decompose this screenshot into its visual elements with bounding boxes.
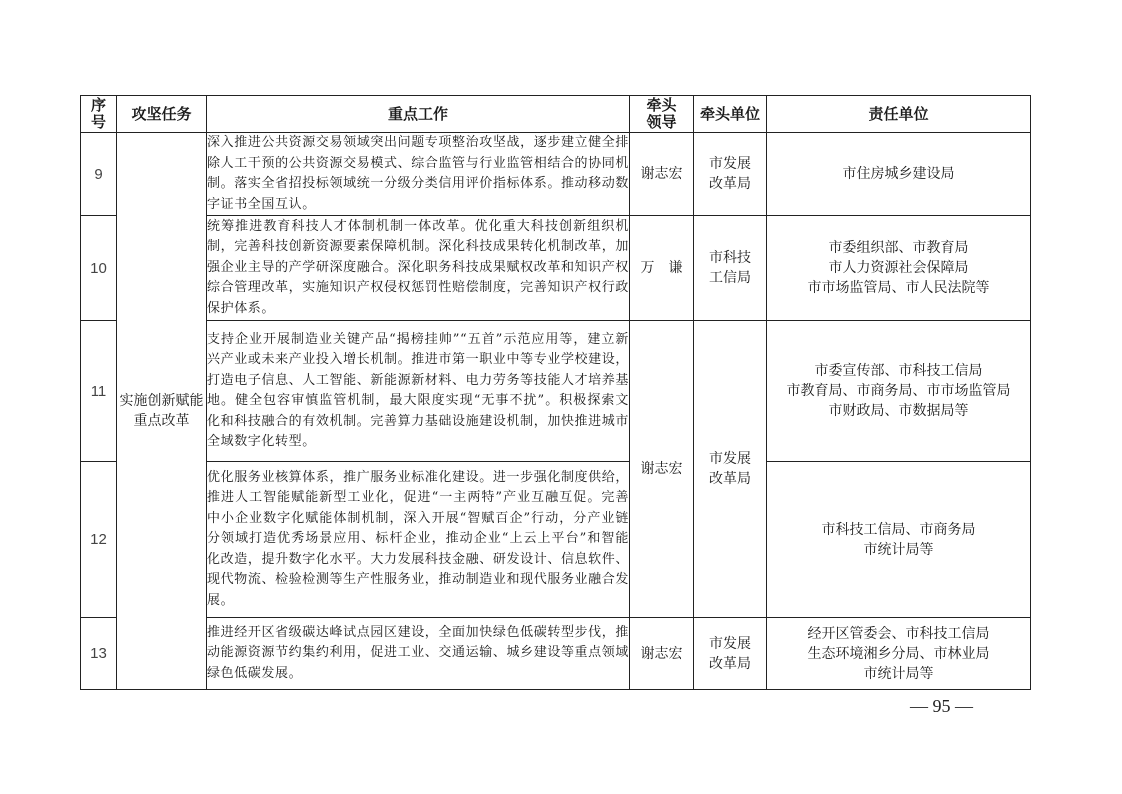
responsible-unit-line: 市教育局、市商务局、市市场监管局 bbox=[786, 383, 1011, 399]
responsible-unit-line: 市委宣传部、市科技工信局 bbox=[814, 363, 983, 379]
task-group-cell bbox=[117, 133, 207, 690]
page-number: — 95 — bbox=[910, 696, 973, 716]
responsible-unit-line: 市统计局等 bbox=[863, 541, 934, 558]
key-work-text: 优化服务业核算体系，推广服务业标准化建设。进一步强化制度供给，推进人工智能赋能新型工业化，促进“一主两特”产业互融互促。完善中小企业数字化赋能体制机制，深入开展“智赋百企”行动，分产业链分领域打造优秀场景应用、标杆企业，推动企业“上云上平台”和智能化改造，提升数字化水平。大力发展科技金融、研发设计、信息软件、现代物流、检验检测等生产性服务业，推动制造业和现代服务业融合发展。 bbox=[207, 462, 630, 618]
key-work-text: 推进经开区省级碳达峰试点园区建设，全面加快绿色低碳转型步伐，推动能源资源节约集约利用，促进工业、交通运输、城乡建设等重点领域绿色低碳发展。 bbox=[207, 618, 630, 690]
table-row bbox=[81, 618, 1031, 690]
header-resp: 责任单位 bbox=[767, 96, 1031, 133]
lead-unit: 市科技工信局 bbox=[694, 216, 767, 321]
lead-leader: 谢志宏 bbox=[630, 133, 694, 216]
lead-leader: 谢志宏 bbox=[630, 321, 694, 618]
lead-leader: 万 谦 bbox=[630, 216, 694, 321]
responsible-unit-line: 市人力资源社会保障局 bbox=[828, 260, 969, 276]
row-number: 11 bbox=[81, 321, 117, 462]
table-row bbox=[81, 321, 1031, 462]
lead-unit: 市发展改革局 bbox=[694, 618, 767, 690]
header-num: 序号 bbox=[81, 96, 117, 133]
table-row bbox=[81, 133, 1031, 216]
key-work-text: 支持企业开展制造业关键产品“揭榜挂帅”“五首”示范应用等，建立新兴产业或未来产业投入增长机制。推进市第一职业中等专业学校建设，打造电子信息、人工智能、新能源新材料、电力劳务等技能人才培养基地。健全包容审慎监管机制，最大限度实现“无事不扰”。积极探索文化和科技融合的有效机制。完善算力基础设施建设机制，加快推进城市全域数字化转型。 bbox=[207, 321, 630, 462]
responsible-unit-line: 经开区管委会、市科技工信局 bbox=[807, 625, 990, 642]
header-leader: 牵头领导 bbox=[630, 96, 694, 133]
header-work: 重点工作 bbox=[207, 96, 630, 133]
row-number: 13 bbox=[81, 618, 117, 690]
reform-task-table bbox=[80, 95, 1031, 690]
responsible-unit-line: 市市场监管局、市人民法院等 bbox=[807, 280, 990, 296]
key-work-text: 统筹推进教育科技人才体制机制一体改革。优化重大科技创新组织机制，完善科技创新资源要素保障机制。深化科技成果转化机制改革，加强企业主导的产学研深度融合。深化职务科技成果赋权改革和知识产权综合管理改革，实施知识产权侵权惩罚性赔偿制度，完善知识产权行政保护体系。 bbox=[207, 216, 630, 321]
responsible-units bbox=[767, 618, 1031, 690]
responsible-units bbox=[767, 133, 1031, 216]
table-row bbox=[81, 216, 1031, 321]
responsible-unit-line: 市财政局、市数据局等 bbox=[828, 403, 969, 419]
responsible-unit-line: 市委组织部、市教育局 bbox=[828, 240, 969, 256]
responsible-units bbox=[767, 216, 1031, 321]
row-number: 12 bbox=[81, 462, 117, 618]
responsible-units bbox=[767, 321, 1031, 462]
lead-unit: 市发展改革局 bbox=[694, 321, 767, 618]
header-task: 攻坚任务 bbox=[117, 96, 207, 133]
header-row bbox=[81, 96, 1031, 133]
task-group-label: 实施创新赋能重点改革 bbox=[119, 393, 204, 429]
table-row bbox=[81, 462, 1031, 618]
responsible-unit-line: 生态环境湘乡分局、市林业局 bbox=[807, 645, 990, 662]
header-unit: 牵头单位 bbox=[694, 96, 767, 133]
responsible-units bbox=[767, 462, 1031, 618]
responsible-unit-line: 市住房城乡建设局 bbox=[842, 166, 955, 182]
responsible-unit-line: 市科技工信局、市商务局 bbox=[821, 521, 976, 538]
row-number: 10 bbox=[81, 216, 117, 321]
lead-unit: 市发展改革局 bbox=[694, 133, 767, 216]
key-work-text: 深入推进公共资源交易领域突出问题专项整治攻坚战，逐步建立健全排除人工干预的公共资源交易模式、综合监管与行业监管相结合的协同机制。落实全省招投标领域统一分级分类信用评价指标体系。推动移动数字证书全国互认。 bbox=[207, 133, 630, 216]
lead-leader: 谢志宏 bbox=[630, 618, 694, 690]
row-number: 9 bbox=[81, 133, 117, 216]
responsible-unit-line: 市统计局等 bbox=[863, 665, 934, 682]
